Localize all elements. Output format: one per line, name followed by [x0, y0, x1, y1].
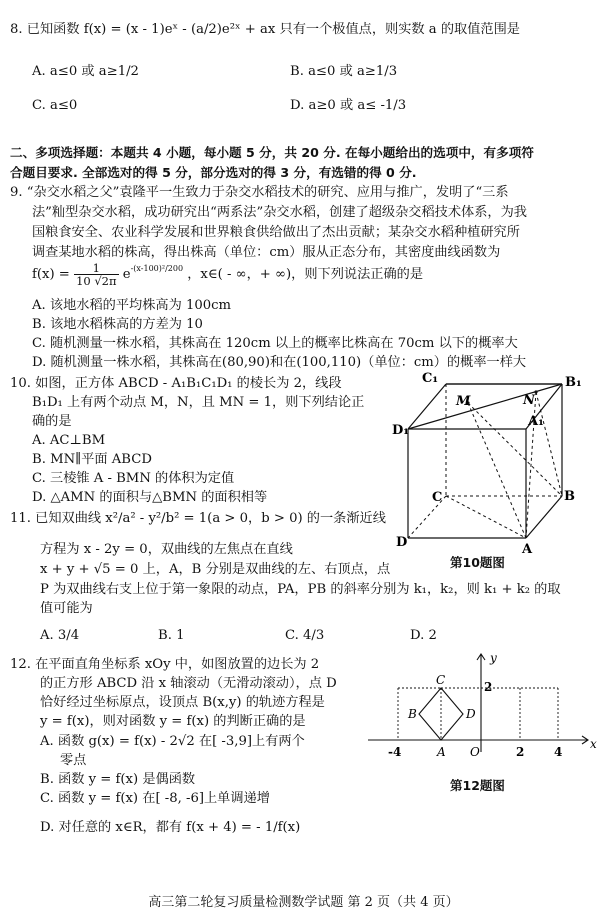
- section2-header-line2: 合题目要求. 全部选对的得 5 分，部分选对的得 3 分，有选错的得 0 分.: [10, 165, 417, 180]
- q10-option-b: B. MN∥平面 ABCD: [32, 452, 152, 467]
- label-x: x: [590, 737, 597, 751]
- q11-option-d: D. 2: [410, 628, 437, 643]
- q9-density-formula: f(x) = $\frac{1}{10 √2\pi}$ $e^{-(x-100)^2/200}$ ，x∈( - ∞，+ ∞)，则下列说法正确的是: [32, 261, 424, 288]
- segment-m-b: [468, 403, 562, 496]
- label-d: D: [396, 535, 408, 550]
- label-y: y: [490, 651, 497, 665]
- q12-coordinate-figure: [360, 648, 600, 758]
- q8-option-d: D. a≥0 或 a≤ -1/3: [290, 98, 407, 113]
- q9-formula-exponent: -(x-100)²/200: [130, 263, 184, 273]
- label-b: B: [564, 489, 575, 504]
- label-a1: A₁: [528, 414, 544, 429]
- q11-stem-line4: P 为双曲线右支上位于第一象限的动点，PA，PB 的斜率分别为 k₁，k₂，则 k₁ + k₂ 的取: [40, 582, 561, 597]
- q9-option-a: A. 该地水稻的平均株高为 100cm: [32, 298, 232, 313]
- segment-n-b: [536, 392, 562, 496]
- q12-stem-line2: 的正方形 ABCD 沿 x 轴滚动（无滑动滚动），点 D: [40, 676, 337, 691]
- diag-ac: [446, 496, 526, 538]
- section2-header-line1: 二、多项选择题：本题共 4 小题，每小题 5 分，共 20 分. 在每小题给出的选项中，有多项符: [10, 145, 534, 160]
- label-b: B: [408, 707, 417, 721]
- q10-option-a: A. AC⊥BM: [32, 433, 106, 448]
- label-two-x: 2: [516, 745, 525, 758]
- q11-stem-line3: x + y + √5 = 0 上，A，B 分别是双曲线的左、右顶点，点: [40, 562, 391, 577]
- label-origin: O: [470, 745, 480, 758]
- q10-option-c: C. 三棱锥 A - BMN 的体积为定值: [32, 471, 235, 486]
- q12-option-a-cont: 零点: [60, 753, 87, 768]
- q8-option-a: A. a≤0 或 a≥1/2: [32, 64, 139, 79]
- q9-formula-denominator: 10 √2π: [76, 274, 117, 288]
- q11-stem-line1: 11. 已知双曲线 x²/a² - y²/b² = 1(a > 0，b > 0) 的一条渐近线: [10, 511, 386, 526]
- q11-option-b: B. 1: [158, 628, 185, 643]
- label-two-y: 2: [484, 680, 493, 694]
- label-d1: D₁: [392, 423, 409, 438]
- q9-stem-line2: 法”籼型杂交水稻，成功研究出“两系法”杂交水稻，创建了超级杂交稻技术体系，为我: [32, 205, 527, 220]
- q10-stem-line1: 10. 如图，正方体 ABCD - A₁B₁C₁D₁ 的棱长为 2，线段: [10, 376, 342, 391]
- label-four: 4: [554, 745, 563, 758]
- q12-option-a: A. 函数 g(x) = f(x) - 2√2 在[ -3,9]上有两个: [40, 734, 305, 749]
- q12-figure-caption: 第12题图: [450, 778, 505, 793]
- label-n: N: [523, 393, 535, 408]
- q12-option-b: B. 函数 y = f(x) 是偶函数: [40, 772, 196, 787]
- page-footer: 高三第二轮复习质量检测数学试题 第 2 页（共 4 页）: [148, 895, 459, 910]
- q10-figure-caption: 第10题图: [450, 555, 505, 570]
- q8-option-b: B. a≤0 或 a≥1/3: [290, 64, 398, 79]
- q10-stem-line3: 确的是: [32, 414, 72, 429]
- label-d: D: [466, 707, 476, 721]
- q9-stem-line1: 9. “杂交水稻之父”袁隆平一生致力于杂交水稻技术的研究、应用与推广，发明了“三系: [10, 185, 509, 200]
- q11-option-c: C. 4/3: [285, 628, 325, 643]
- label-b1: B₁: [565, 375, 582, 390]
- edge-c1-d1: [408, 384, 446, 429]
- label-c: C: [432, 490, 443, 505]
- q10-stem-line2: B₁D₁ 上有两个动点 M，N，且 MN = 1，则下列结论正: [32, 395, 365, 410]
- label-c1: C₁: [422, 371, 439, 386]
- q12-stem-line1: 12. 在平面直角坐标系 xOy 中，如图放置的边长为 2: [10, 657, 320, 672]
- q8-option-c: C. a≤0: [32, 98, 78, 113]
- q9-option-d: D. 随机测量一株水稻，其株高在(80,90)和在(100,110)（单位：cm）的概率一样大: [32, 355, 527, 370]
- q9-option-b: B. 该地水稻株高的方差为 10: [32, 317, 203, 332]
- q9-stem-line3: 国粮食安全、农业科学发展和世界粮食供给做出了杰出贡献；某杂交水稻种植研究所: [32, 225, 520, 240]
- q9-formula-numerator: 1: [74, 262, 119, 275]
- q11-stem-line2: 方程为 x - 2y = 0，双曲线的左焦点在直线: [40, 542, 293, 557]
- q9-formula-fraction: [74, 262, 119, 287]
- q10-option-d: D. △AMN 的面积与△BMN 的面积相等: [32, 490, 268, 505]
- segment-m-a: [468, 403, 526, 538]
- q11-option-a: A. 3/4: [40, 628, 80, 643]
- label-minus-four: -4: [388, 745, 402, 758]
- q9-formula-lhs: f(x) =: [32, 267, 70, 282]
- label-m: M: [456, 394, 471, 409]
- q10-cube-figure: [392, 368, 607, 568]
- q12-stem-line3: 恰好经过坐标原点，设顶点 B(x,y) 的轨迹方程是: [40, 695, 325, 710]
- edge-a-b: [526, 496, 562, 538]
- label-a: A: [522, 542, 533, 557]
- q12-stem-line4: y = f(x)，则对函数 y = f(x) 的判断正确的是: [40, 714, 306, 729]
- q8-stem: 8. 已知函数 f(x) = (x - 1)eˣ - (a/2)e²ˣ + ax 只有一个极值点，则实数 a 的取值范围是: [10, 22, 520, 37]
- q12-option-d: D. 对任意的 x∈R，都有 f(x + 4) = - 1/f(x): [40, 820, 301, 835]
- q9-formula-rest: ，x∈( - ∞，+ ∞)，则下列说法正确的是: [187, 267, 424, 282]
- q11-stem-line5: 值可能为: [40, 601, 93, 616]
- q9-stem-line4: 调查某地水稻的株高，得出株高（单位：cm）服从正态分布，其密度曲线函数为: [32, 245, 501, 260]
- q9-option-c: C. 随机测量一株水稻，其株高在 120cm 以上的概率比株高在 70cm 以下的概率大: [32, 336, 518, 351]
- label-a: A: [437, 745, 446, 758]
- label-c: C: [436, 673, 446, 687]
- q12-option-c: C. 函数 y = f(x) 在[ -8, -6]上单调递增: [40, 791, 270, 806]
